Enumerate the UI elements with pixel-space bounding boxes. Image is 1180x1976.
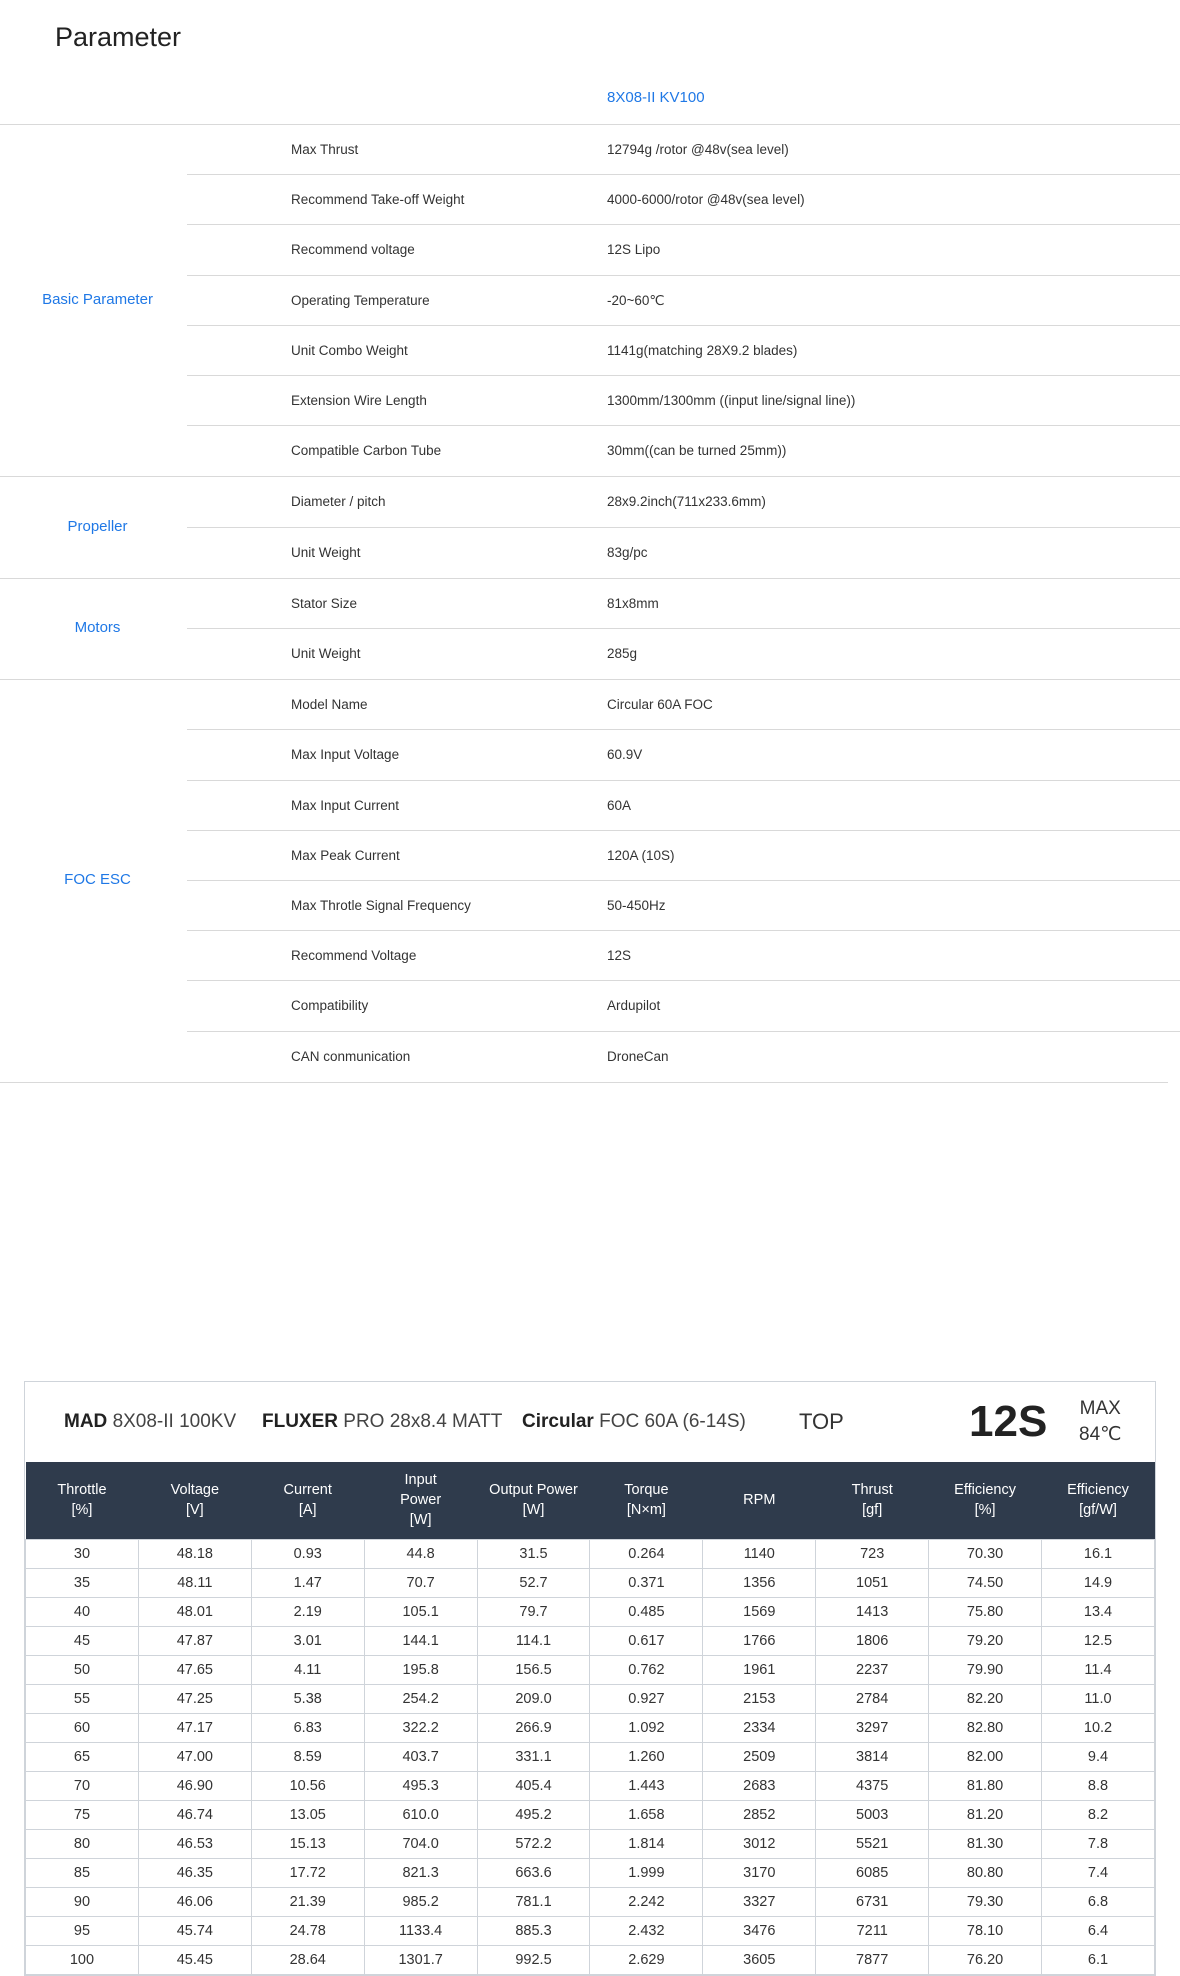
spec-group [0, 680, 1180, 1082]
table-cell: 65 [26, 1742, 139, 1771]
table-cell: 704.0 [364, 1829, 477, 1858]
table-row [26, 1655, 1155, 1684]
table-cell: 610.0 [364, 1800, 477, 1829]
table-cell: 79.30 [929, 1887, 1042, 1916]
spec-value: 1141g(matching 28X9.2 blades) [607, 342, 798, 358]
table-row [26, 1742, 1155, 1771]
table-row [26, 1539, 1155, 1568]
column-header [816, 1462, 929, 1539]
group-label: FOC ESC [64, 870, 131, 888]
column-header [477, 1462, 590, 1539]
table-row [26, 1713, 1155, 1742]
spec-key: Extension Wire Length [291, 393, 427, 408]
table-cell: 3476 [703, 1916, 816, 1945]
column-header-line: [%] [974, 1502, 996, 1519]
table-cell: 10.2 [1042, 1713, 1155, 1742]
table-cell: 75 [26, 1800, 139, 1829]
spec-key: Unit Weight [291, 544, 361, 560]
table-cell: 45.45 [138, 1945, 251, 1974]
table-cell: 105.1 [364, 1597, 477, 1626]
spec-row [187, 881, 1180, 931]
column-header-line: [W] [409, 1512, 432, 1529]
table-cell: 114.1 [477, 1626, 590, 1655]
table-row [26, 1597, 1155, 1626]
table-row [26, 1568, 1155, 1597]
table-cell: 85 [26, 1858, 139, 1887]
table-cell: 6.8 [1042, 1887, 1155, 1916]
table-cell: 82.80 [929, 1713, 1042, 1742]
table-cell: 266.9 [477, 1713, 590, 1742]
performance-card [24, 1381, 1156, 1976]
table-cell: 4375 [816, 1771, 929, 1800]
table-cell: 3.01 [251, 1626, 364, 1655]
table-cell: 0.371 [590, 1568, 703, 1597]
spec-key: Stator Size [291, 595, 358, 611]
prop-model: PRO 28x8.4 MATT [343, 1411, 503, 1432]
table-cell: 5003 [816, 1800, 929, 1829]
table-cell: 11.0 [1042, 1684, 1155, 1713]
table-row [26, 1626, 1155, 1655]
table-cell: 403.7 [364, 1742, 477, 1771]
table-cell: 6731 [816, 1887, 929, 1916]
column-header-line: Torque [624, 1482, 669, 1499]
table-cell: 195.8 [364, 1655, 477, 1684]
table-cell: 3814 [816, 1742, 929, 1771]
table-cell: 1569 [703, 1597, 816, 1626]
table-cell: 30 [26, 1539, 139, 1568]
spec-value: 60.9V [607, 747, 643, 763]
table-cell: 663.6 [477, 1858, 590, 1887]
max-temp-value: 84℃ [1079, 1424, 1122, 1445]
table-cell: 8.8 [1042, 1771, 1155, 1800]
spec-value: DroneCan [607, 1048, 669, 1064]
spec-row [187, 326, 1180, 376]
column-header-line: [N×m] [626, 1502, 666, 1519]
table-cell: 79.7 [477, 1597, 590, 1626]
table-cell: 144.1 [364, 1626, 477, 1655]
spec-row [187, 477, 1180, 527]
table-cell: 2852 [703, 1800, 816, 1829]
table-cell: 0.617 [590, 1626, 703, 1655]
spec-row [187, 981, 1180, 1031]
spec-row [187, 528, 1180, 578]
column-header-line: Efficiency [954, 1482, 1016, 1499]
table-cell: 2.242 [590, 1887, 703, 1916]
table-cell: 3012 [703, 1829, 816, 1858]
table-cell: 79.90 [929, 1655, 1042, 1684]
table-cell: 985.2 [364, 1887, 477, 1916]
table-cell: 15.13 [251, 1829, 364, 1858]
spec-value: 12794g /rotor @48v(sea level) [607, 142, 789, 157]
table-cell: 7211 [816, 1916, 929, 1945]
table-cell: 992.5 [477, 1945, 590, 1974]
column-header-line: [gf/W] [1079, 1502, 1117, 1519]
performance-table-body [26, 1539, 1155, 1974]
page-title: Parameter [55, 22, 182, 52]
table-cell: 2784 [816, 1684, 929, 1713]
table-cell: 0.264 [590, 1539, 703, 1568]
table-cell: 1413 [816, 1597, 929, 1626]
table-cell: 3327 [703, 1887, 816, 1916]
table-cell: 5.38 [251, 1684, 364, 1713]
spec-key: Operating Temperature [291, 292, 430, 308]
table-cell: 1140 [703, 1539, 816, 1568]
column-header-line: [V] [185, 1502, 204, 1519]
table-cell: 16.1 [1042, 1539, 1155, 1568]
motor-spec [64, 1382, 236, 1462]
mount-position: TOP [799, 1409, 844, 1434]
table-cell: 885.3 [477, 1916, 590, 1945]
esc-model: FOC 60A (6-14S) [599, 1411, 746, 1432]
spec-key: Recommend Take-off Weight [291, 192, 465, 208]
table-cell: 723 [816, 1539, 929, 1568]
spec-row [187, 225, 1180, 275]
table-cell: 156.5 [477, 1655, 590, 1684]
table-cell: 405.4 [477, 1771, 590, 1800]
table-cell: 11.4 [1042, 1655, 1155, 1684]
esc-brand: Circular [522, 1411, 594, 1432]
table-row [26, 1684, 1155, 1713]
performance-table [25, 1462, 1155, 1975]
spec-key: Recommend Voltage [291, 948, 417, 964]
spec-row [187, 1032, 1180, 1082]
column-header [26, 1462, 139, 1539]
spec-key: CAN conmunication [291, 1048, 411, 1064]
column-header-line: Voltage [170, 1482, 220, 1499]
spec-value: 1300mm/1300mm ((input line/signal line)) [607, 393, 856, 408]
table-cell: 10.56 [251, 1771, 364, 1800]
spec-value: Ardupilot [607, 998, 661, 1014]
table-cell: 7.4 [1042, 1858, 1155, 1887]
table-cell: 495.2 [477, 1800, 590, 1829]
column-header [1042, 1462, 1155, 1539]
table-cell: 1.47 [251, 1568, 364, 1597]
column-header-line: Throttle [57, 1482, 107, 1499]
table-cell: 781.1 [477, 1887, 590, 1916]
table-cell: 81.30 [929, 1829, 1042, 1858]
table-cell: 21.39 [251, 1887, 364, 1916]
table-cell: 24.78 [251, 1916, 364, 1945]
spec-value: 28x9.2inch(711x233.6mm) [607, 494, 766, 510]
table-cell: 80 [26, 1829, 139, 1858]
spec-group [0, 125, 1180, 476]
table-cell: 0.93 [251, 1539, 364, 1568]
spec-value: 81x8mm [607, 595, 659, 611]
table-cell: 821.3 [364, 1858, 477, 1887]
table-cell: 1356 [703, 1568, 816, 1597]
table-cell: 495.3 [364, 1771, 477, 1800]
table-cell: 0.927 [590, 1684, 703, 1713]
group-label: Propeller [67, 517, 128, 535]
table-row [26, 1771, 1155, 1800]
table-cell: 47.17 [138, 1713, 251, 1742]
table-cell: 5521 [816, 1829, 929, 1858]
table-cell: 28.64 [251, 1945, 364, 1974]
table-cell: 7877 [816, 1945, 929, 1974]
spec-row [187, 426, 1180, 476]
cell-count: 12S [969, 1397, 1048, 1446]
table-cell: 95 [26, 1916, 139, 1945]
spec-row [187, 175, 1180, 225]
spec-value: 120A (10S) [607, 847, 675, 863]
table-cell: 60 [26, 1713, 139, 1742]
table-cell: 1.658 [590, 1800, 703, 1829]
table-cell: 1961 [703, 1655, 816, 1684]
spec-value: 50-450Hz [607, 897, 666, 913]
table-cell: 80.80 [929, 1858, 1042, 1887]
table-cell: 13.4 [1042, 1597, 1155, 1626]
model-column-header: 8X08-II KV100 [607, 89, 705, 106]
table-cell: 1301.7 [364, 1945, 477, 1974]
table-cell: 46.53 [138, 1829, 251, 1858]
table-row [26, 1887, 1155, 1916]
table-cell: 52.7 [477, 1568, 590, 1597]
table-cell: 1.814 [590, 1829, 703, 1858]
spec-row [187, 931, 1180, 981]
column-header [929, 1462, 1042, 1539]
column-header [364, 1462, 477, 1539]
table-cell: 46.90 [138, 1771, 251, 1800]
spec-group [0, 579, 1180, 679]
performance-table-header [26, 1462, 1155, 1539]
table-cell: 254.2 [364, 1684, 477, 1713]
column-header-line: Efficiency [1067, 1482, 1129, 1499]
spec-row [187, 629, 1180, 679]
group-label: Motors [74, 618, 121, 636]
table-row [26, 1945, 1155, 1974]
spec-key: Max Throtle Signal Frequency [291, 897, 471, 913]
table-cell: 44.8 [364, 1539, 477, 1568]
column-header-line: Thrust [851, 1482, 893, 1499]
table-cell: 2509 [703, 1742, 816, 1771]
table-cell: 209.0 [477, 1684, 590, 1713]
table-cell: 2.432 [590, 1916, 703, 1945]
spec-value: 30mm((can be turned 25mm)) [607, 443, 787, 459]
spec-value: 12S Lipo [607, 242, 661, 258]
table-cell: 1051 [816, 1568, 929, 1597]
max-temperature [1079, 1396, 1121, 1448]
column-header-line: [W] [522, 1502, 545, 1519]
spec-row [187, 831, 1180, 881]
spec-key: Compatibility [291, 998, 369, 1014]
table-cell: 572.2 [477, 1829, 590, 1858]
spec-value: 60A [607, 797, 632, 813]
esc-spec [522, 1382, 746, 1462]
table-row [26, 1800, 1155, 1829]
column-header-line: RPM [743, 1492, 776, 1509]
table-cell: 70.7 [364, 1568, 477, 1597]
column-header-line: Output Power [489, 1482, 578, 1499]
motor-model: 8X08-II 100KV [112, 1411, 237, 1432]
table-row [26, 1829, 1155, 1858]
table-cell: 1766 [703, 1626, 816, 1655]
table-cell: 6.4 [1042, 1916, 1155, 1945]
table-cell: 82.20 [929, 1684, 1042, 1713]
table-cell: 100 [26, 1945, 139, 1974]
spec-key: Max Input Current [291, 797, 400, 813]
table-cell: 70 [26, 1771, 139, 1800]
column-header-line: Input [404, 1472, 437, 1489]
table-cell: 1.999 [590, 1858, 703, 1887]
spec-row [187, 730, 1180, 780]
column-header-line: [A] [298, 1502, 317, 1519]
table-cell: 0.485 [590, 1597, 703, 1626]
table-cell: 55 [26, 1684, 139, 1713]
table-cell: 1.443 [590, 1771, 703, 1800]
table-cell: 3170 [703, 1858, 816, 1887]
table-cell: 3605 [703, 1945, 816, 1974]
group-label: Basic Parameter [42, 290, 153, 308]
spec-row [187, 781, 1180, 831]
table-cell: 3297 [816, 1713, 929, 1742]
table-cell: 8.2 [1042, 1800, 1155, 1829]
spec-group [0, 477, 1180, 577]
table-cell: 45 [26, 1626, 139, 1655]
table-cell: 81.80 [929, 1771, 1042, 1800]
table-cell: 0.762 [590, 1655, 703, 1684]
spec-value: 285g [607, 645, 638, 661]
table-cell: 2153 [703, 1684, 816, 1713]
table-cell: 4.11 [251, 1655, 364, 1684]
spec-value: Circular 60A FOC [607, 697, 713, 713]
performance-header [25, 1382, 1155, 1462]
table-cell: 1.260 [590, 1742, 703, 1771]
table-cell: 79.20 [929, 1626, 1042, 1655]
table-cell: 35 [26, 1568, 139, 1597]
table-cell: 31.5 [477, 1539, 590, 1568]
table-cell: 47.87 [138, 1626, 251, 1655]
table-cell: 7.8 [1042, 1829, 1155, 1858]
table-cell: 75.80 [929, 1597, 1042, 1626]
column-header-line: [gf] [862, 1502, 883, 1519]
table-cell: 47.00 [138, 1742, 251, 1771]
column-header [138, 1462, 251, 1539]
column-header-line: [%] [71, 1502, 93, 1519]
column-header [590, 1462, 703, 1539]
spec-key: Recommend voltage [291, 242, 415, 258]
spec-key: Compatible Carbon Tube [291, 443, 442, 459]
table-cell: 48.18 [138, 1539, 251, 1568]
spec-row [187, 579, 1180, 629]
table-cell: 1806 [816, 1626, 929, 1655]
table-row [26, 1916, 1155, 1945]
table-cell: 17.72 [251, 1858, 364, 1887]
prop-brand: FLUXER [262, 1411, 338, 1432]
group-divider [0, 1082, 1168, 1083]
table-cell: 90 [26, 1887, 139, 1916]
spec-key: Max Peak Current [291, 847, 400, 863]
spec-key: Max Thrust [291, 142, 359, 157]
column-header-line: Current [283, 1482, 332, 1499]
table-cell: 14.9 [1042, 1568, 1155, 1597]
table-cell: 46.35 [138, 1858, 251, 1887]
table-cell: 76.20 [929, 1945, 1042, 1974]
table-cell: 2334 [703, 1713, 816, 1742]
spec-row [187, 276, 1180, 326]
table-cell: 2237 [816, 1655, 929, 1684]
spec-value: -20~60℃ [607, 292, 665, 308]
table-cell: 13.05 [251, 1800, 364, 1829]
table-cell: 2.629 [590, 1945, 703, 1974]
spec-value: 12S [607, 948, 632, 964]
spec-value: 83g/pc [607, 544, 648, 560]
motor-brand: MAD [64, 1411, 108, 1432]
column-header [703, 1462, 816, 1539]
table-cell: 78.10 [929, 1916, 1042, 1945]
table-cell: 47.65 [138, 1655, 251, 1684]
table-cell: 8.59 [251, 1742, 364, 1771]
table-cell: 9.4 [1042, 1742, 1155, 1771]
table-cell: 2683 [703, 1771, 816, 1800]
table-cell: 322.2 [364, 1713, 477, 1742]
table-cell: 46.06 [138, 1887, 251, 1916]
table-cell: 6085 [816, 1858, 929, 1887]
spec-key: Max Input Voltage [291, 747, 400, 763]
spec-row [187, 680, 1180, 730]
table-cell: 45.74 [138, 1916, 251, 1945]
table-cell: 2.19 [251, 1597, 364, 1626]
table-cell: 46.74 [138, 1800, 251, 1829]
table-cell: 81.20 [929, 1800, 1042, 1829]
table-cell: 12.5 [1042, 1626, 1155, 1655]
spec-key: Diameter / pitch [291, 494, 386, 510]
column-header-line: Power [400, 1492, 442, 1509]
table-cell: 47.25 [138, 1684, 251, 1713]
max-label: MAX [1079, 1398, 1121, 1419]
table-cell: 48.11 [138, 1568, 251, 1597]
spec-row [187, 376, 1180, 426]
table-cell: 331.1 [477, 1742, 590, 1771]
spec-key: Unit Weight [291, 645, 361, 661]
table-cell: 6.83 [251, 1713, 364, 1742]
table-cell: 74.50 [929, 1568, 1042, 1597]
table-cell: 70.30 [929, 1539, 1042, 1568]
table-cell: 40 [26, 1597, 139, 1626]
spec-key: Unit Combo Weight [291, 342, 408, 358]
table-cell: 82.00 [929, 1742, 1042, 1771]
table-cell: 50 [26, 1655, 139, 1684]
spec-key: Model Name [291, 697, 368, 713]
column-header [251, 1462, 364, 1539]
spec-row [187, 125, 1180, 175]
table-cell: 1133.4 [364, 1916, 477, 1945]
table-cell: 48.01 [138, 1597, 251, 1626]
table-row [26, 1858, 1155, 1887]
prop-spec [262, 1382, 502, 1462]
spec-value: 4000-6000/rotor @48v(sea level) [607, 192, 805, 208]
table-cell: 6.1 [1042, 1945, 1155, 1974]
table-cell: 1.092 [590, 1713, 703, 1742]
